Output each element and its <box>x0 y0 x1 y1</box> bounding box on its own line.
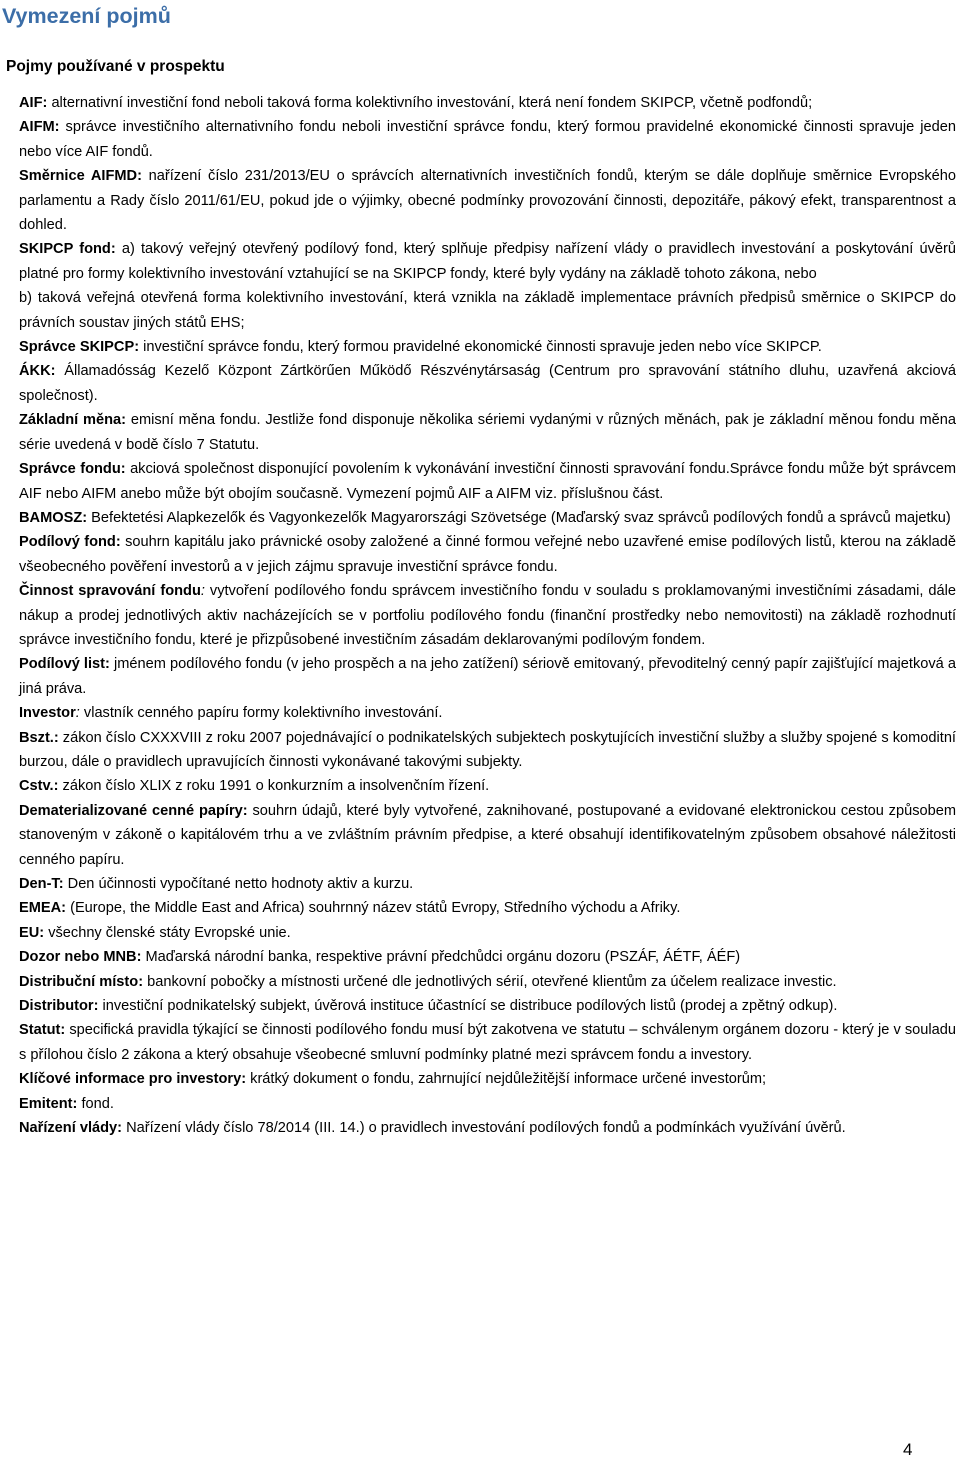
definition-term: Činnost spravování fondu <box>19 583 201 600</box>
definition-text: alternativní investiční fond neboli taková forma kolektivního investování, která není fondem SKIPCP, včetně podfondů; <box>47 95 813 111</box>
definition-item <box>19 506 956 530</box>
definition-term: Správce fondu: <box>19 461 126 478</box>
definition-text: vlastník cenného papíru formy kolektivního investování. <box>79 705 443 722</box>
definition-item <box>19 994 956 1018</box>
definition-term: Investor <box>19 705 76 722</box>
definition-separator: : <box>53 729 59 746</box>
definition-term: Klíčové informace pro investory: <box>19 1071 247 1088</box>
definition-text: Nařízení vlády číslo 78/2014 (III. 14.) o pravidlech investování podílových fondů a podmínkách využívání úvěrů. <box>122 1120 846 1137</box>
definition-text: Befektetési Alapkezelők és Vagyonkezelők Magyarországi Szövetsége (Maďarský svaz správců podílových fondů a správců majetku) <box>87 509 951 526</box>
definition-item <box>19 701 956 725</box>
definition-text: investiční správce fondu, který formou pravidelné ekonomické činnosti spravuje jeden nebo více SKIPCP. <box>139 339 822 356</box>
definition-item <box>19 896 956 920</box>
definition-separator: : <box>72 1095 78 1112</box>
definition-item <box>19 164 956 237</box>
definition-term: AIFM <box>19 119 55 136</box>
definition-item <box>19 799 956 872</box>
definition-separator: : <box>200 583 205 600</box>
definition-term: EU: <box>19 924 45 941</box>
definition-separator: : <box>242 802 248 819</box>
definition-item <box>19 91 956 115</box>
definition-term: Den-T: <box>19 876 64 892</box>
definition-text: krátký dokument o fondu, zahrnující nejdůležitější informace určené investorům; <box>246 1071 767 1088</box>
definition-item <box>19 1116 956 1140</box>
definition-item <box>19 1092 956 1116</box>
definition-item <box>19 579 956 652</box>
definition-term: Dozor nebo MNB <box>19 949 137 966</box>
definition-item <box>19 335 956 359</box>
definition-item <box>19 1018 956 1067</box>
definition-item <box>19 921 956 945</box>
definition-separator: : <box>42 95 48 111</box>
section-subtitle: Pojmy používané v prospektu <box>6 58 225 75</box>
definition-item <box>19 408 956 457</box>
definition-item <box>19 872 956 896</box>
definition-term: Nařízení vlády <box>19 1120 118 1137</box>
definition-separator: : <box>53 778 59 795</box>
definition-text: Államadósság Kezelő Központ Zártkörűen Működő Részvénytársaság (Centrum pro spravování státního dluhu, uzavřená akciová společnost). <box>19 363 956 404</box>
definition-item <box>19 530 956 579</box>
definition-separator: : <box>105 656 110 673</box>
definition-term: AIF <box>19 95 43 111</box>
definition-text: zákon číslo CXXXVIII z roku 2007 pojednávající o podnikatelských subjektech poskytujících investiční služby a služby spojené s komoditní burzou, dále o pravidlech upravujících činnosti vykonávané takovými subjekty. <box>19 729 956 770</box>
definition-term: Směrnice AIFMD <box>19 168 138 185</box>
definition-text: souhrn údajů, které byly vytvořené, zaknihované, postupované a evidované elektronickou cestou způsobem stanoveným v zákoně o kapitálovém trhu a ve zvláštním právním předpise, a které obsahují identifikovatelným způsobem obsahové náležitosti cenného papíru. <box>19 802 957 868</box>
definition-item <box>19 945 956 969</box>
definition-text: Den účinnosti vypočítané netto hodnoty aktiv a kurzu. <box>63 876 414 892</box>
definition-text: b) taková veřejná otevřená forma kolektivního investování, která vznikla na základě implementace právních předpisů směrnice o SKIPCP do právních soustav jiných států EHS; <box>19 290 956 331</box>
definition-separator: : <box>117 1120 123 1137</box>
definition-text: zákon číslo XLIX z roku 1991 o konkurzním a insolvenčním řízení. <box>58 778 490 795</box>
definition-text: emisní měna fondu. Jestliže fond disponuje několika sériemi vydanými v různých měnách, pak je základní měnou fondu měna série uvedená v bodě číslo 7 Statutu. <box>19 412 956 453</box>
definition-item <box>19 652 956 701</box>
definition-term: Dematerializované cenné papíry <box>19 802 243 819</box>
definition-separator: : <box>134 339 140 356</box>
definition-term: Cstv. <box>19 778 54 795</box>
definition-term: ÁKK: <box>19 363 56 380</box>
definition-text: všechny členské státy Evropské unie. <box>44 924 291 941</box>
definition-item <box>19 359 956 408</box>
definition-item <box>19 115 956 164</box>
definition-item <box>19 970 956 994</box>
definition-text: (Europe, the Middle East and Africa) souhrnný název států Evropy, Středního východu a Afriky. <box>66 900 681 917</box>
definition-text: investiční podnikatelský subjekt, úvěrová instituce účastnící se distribuce podílových listů (prodej a zpětný odkup). <box>98 998 838 1015</box>
definition-term: Statut <box>19 1022 61 1039</box>
definition-separator: : <box>54 119 60 136</box>
definition-text: jménem podílového fondu (v jeho prospěch a na jeho zatížení) sériově emitovaný, převoditelný cenný papír zajišťující majetková a jiná práva. <box>19 656 957 697</box>
definition-text: Maďarská národní banka, respektive právní předchůdci orgánu dozoru (PSZÁF, ÁÉTF, ÁÉF) <box>141 949 741 966</box>
definition-text: bankovní pobočky a místnosti určené dle jednotlivých sérií, otevřené klientům za účelem realizace investic. <box>143 973 837 990</box>
definition-term: Základní měna: <box>19 412 127 429</box>
definition-text: specifická pravidla týkající se činnosti podílového fondu musí být zakotvena ve statutu – schválenym orgánem dozoru - který je v souladu s přílohou číslo 2 zákona a který obsahuje všeobecné smluvní podmínky platné mezi správcem fondu a investory. <box>19 1022 956 1063</box>
definition-term: Podílový list <box>19 656 106 673</box>
definition-item <box>19 286 956 335</box>
definition-item <box>19 1067 956 1091</box>
definition-term: Emitent <box>19 1095 73 1112</box>
page-title: Vymezení pojmů <box>2 4 171 28</box>
definition-separator: : <box>136 949 142 966</box>
definitions-list <box>19 91 956 1140</box>
definition-term: Distribuční místo: <box>19 973 144 990</box>
definition-term: SKIPCP fond: <box>19 241 116 258</box>
definition-text: správce investičního alternativního fondu neboli investiční správce fondu, který formou pravidelné ekonomické činnosti spravuje jeden nebo více AIF fondů. <box>19 119 956 160</box>
definition-text: nařízení číslo 231/2013/EU o správcích alternativních investičních fondů, kterým se dále doplňuje směrnice Evropského parlamentu a Rady číslo 2011/61/EU, pokud jde o výjimky, obecné podmínky provozování činnosti, depozitáře, pákový efekt, transparentnost a dohled. <box>19 168 956 234</box>
definition-separator: : <box>60 1022 66 1039</box>
definition-text: akciová společnost disponující povolením k vykonávání investiční činnosti spravování fondu.Správce fondu může být správcem AIF nebo AIFM anebo může být obojím současně. Vymezení pojmů AIF a AIFM viz. příslušnou část. <box>19 461 957 502</box>
definition-separator: : <box>137 168 142 185</box>
definition-term: Podílový fond: <box>19 534 121 551</box>
definition-term: BAMOSZ: <box>19 509 88 526</box>
definition-term: Distributor: <box>19 998 99 1015</box>
definition-text: a) takový veřejný otevřený podílový fond, který splňuje předpisy nařízení vlády o pravidlech investování a poskytování úvěrů platné pro formy kolektivního investování vztahující se na SKIPCP fondy, které byly vydány na základě tohoto zákona, nebo <box>19 241 956 282</box>
definition-term: Bszt. <box>19 729 54 746</box>
definition-item <box>19 726 956 775</box>
definition-term: EMEA: <box>19 900 67 917</box>
page-number: 4 <box>903 1440 913 1459</box>
definition-item <box>19 237 956 286</box>
definition-term: Správce SKIPCP <box>19 339 135 356</box>
definition-separator: : <box>75 705 80 722</box>
definition-text: vytvoření podílového fondu správcem investičního fondu v souladu s proklamovanými investičními zásadami, dále nákup a prodej jednotlivých aktiv nacházejících se v portfoliu podílového fondu (finanční prostředky nebo nemovitosti) na základě rozhodnutí správce investičního fondu, které je přizpůsobené investičním zásadám deklarovanými podílovým fondem. <box>19 583 956 648</box>
definition-item <box>19 774 956 798</box>
definition-text: souhrn kapitálu jako právnické osoby založené a činné formou veřejné nebo uzavřené emise podílových listů, kterou na základě všeobecného pověření investorů a v jejich zájmu spravuje investiční správce fondu. <box>19 534 956 575</box>
definition-text: fond. <box>77 1095 114 1112</box>
definition-item <box>19 457 956 506</box>
